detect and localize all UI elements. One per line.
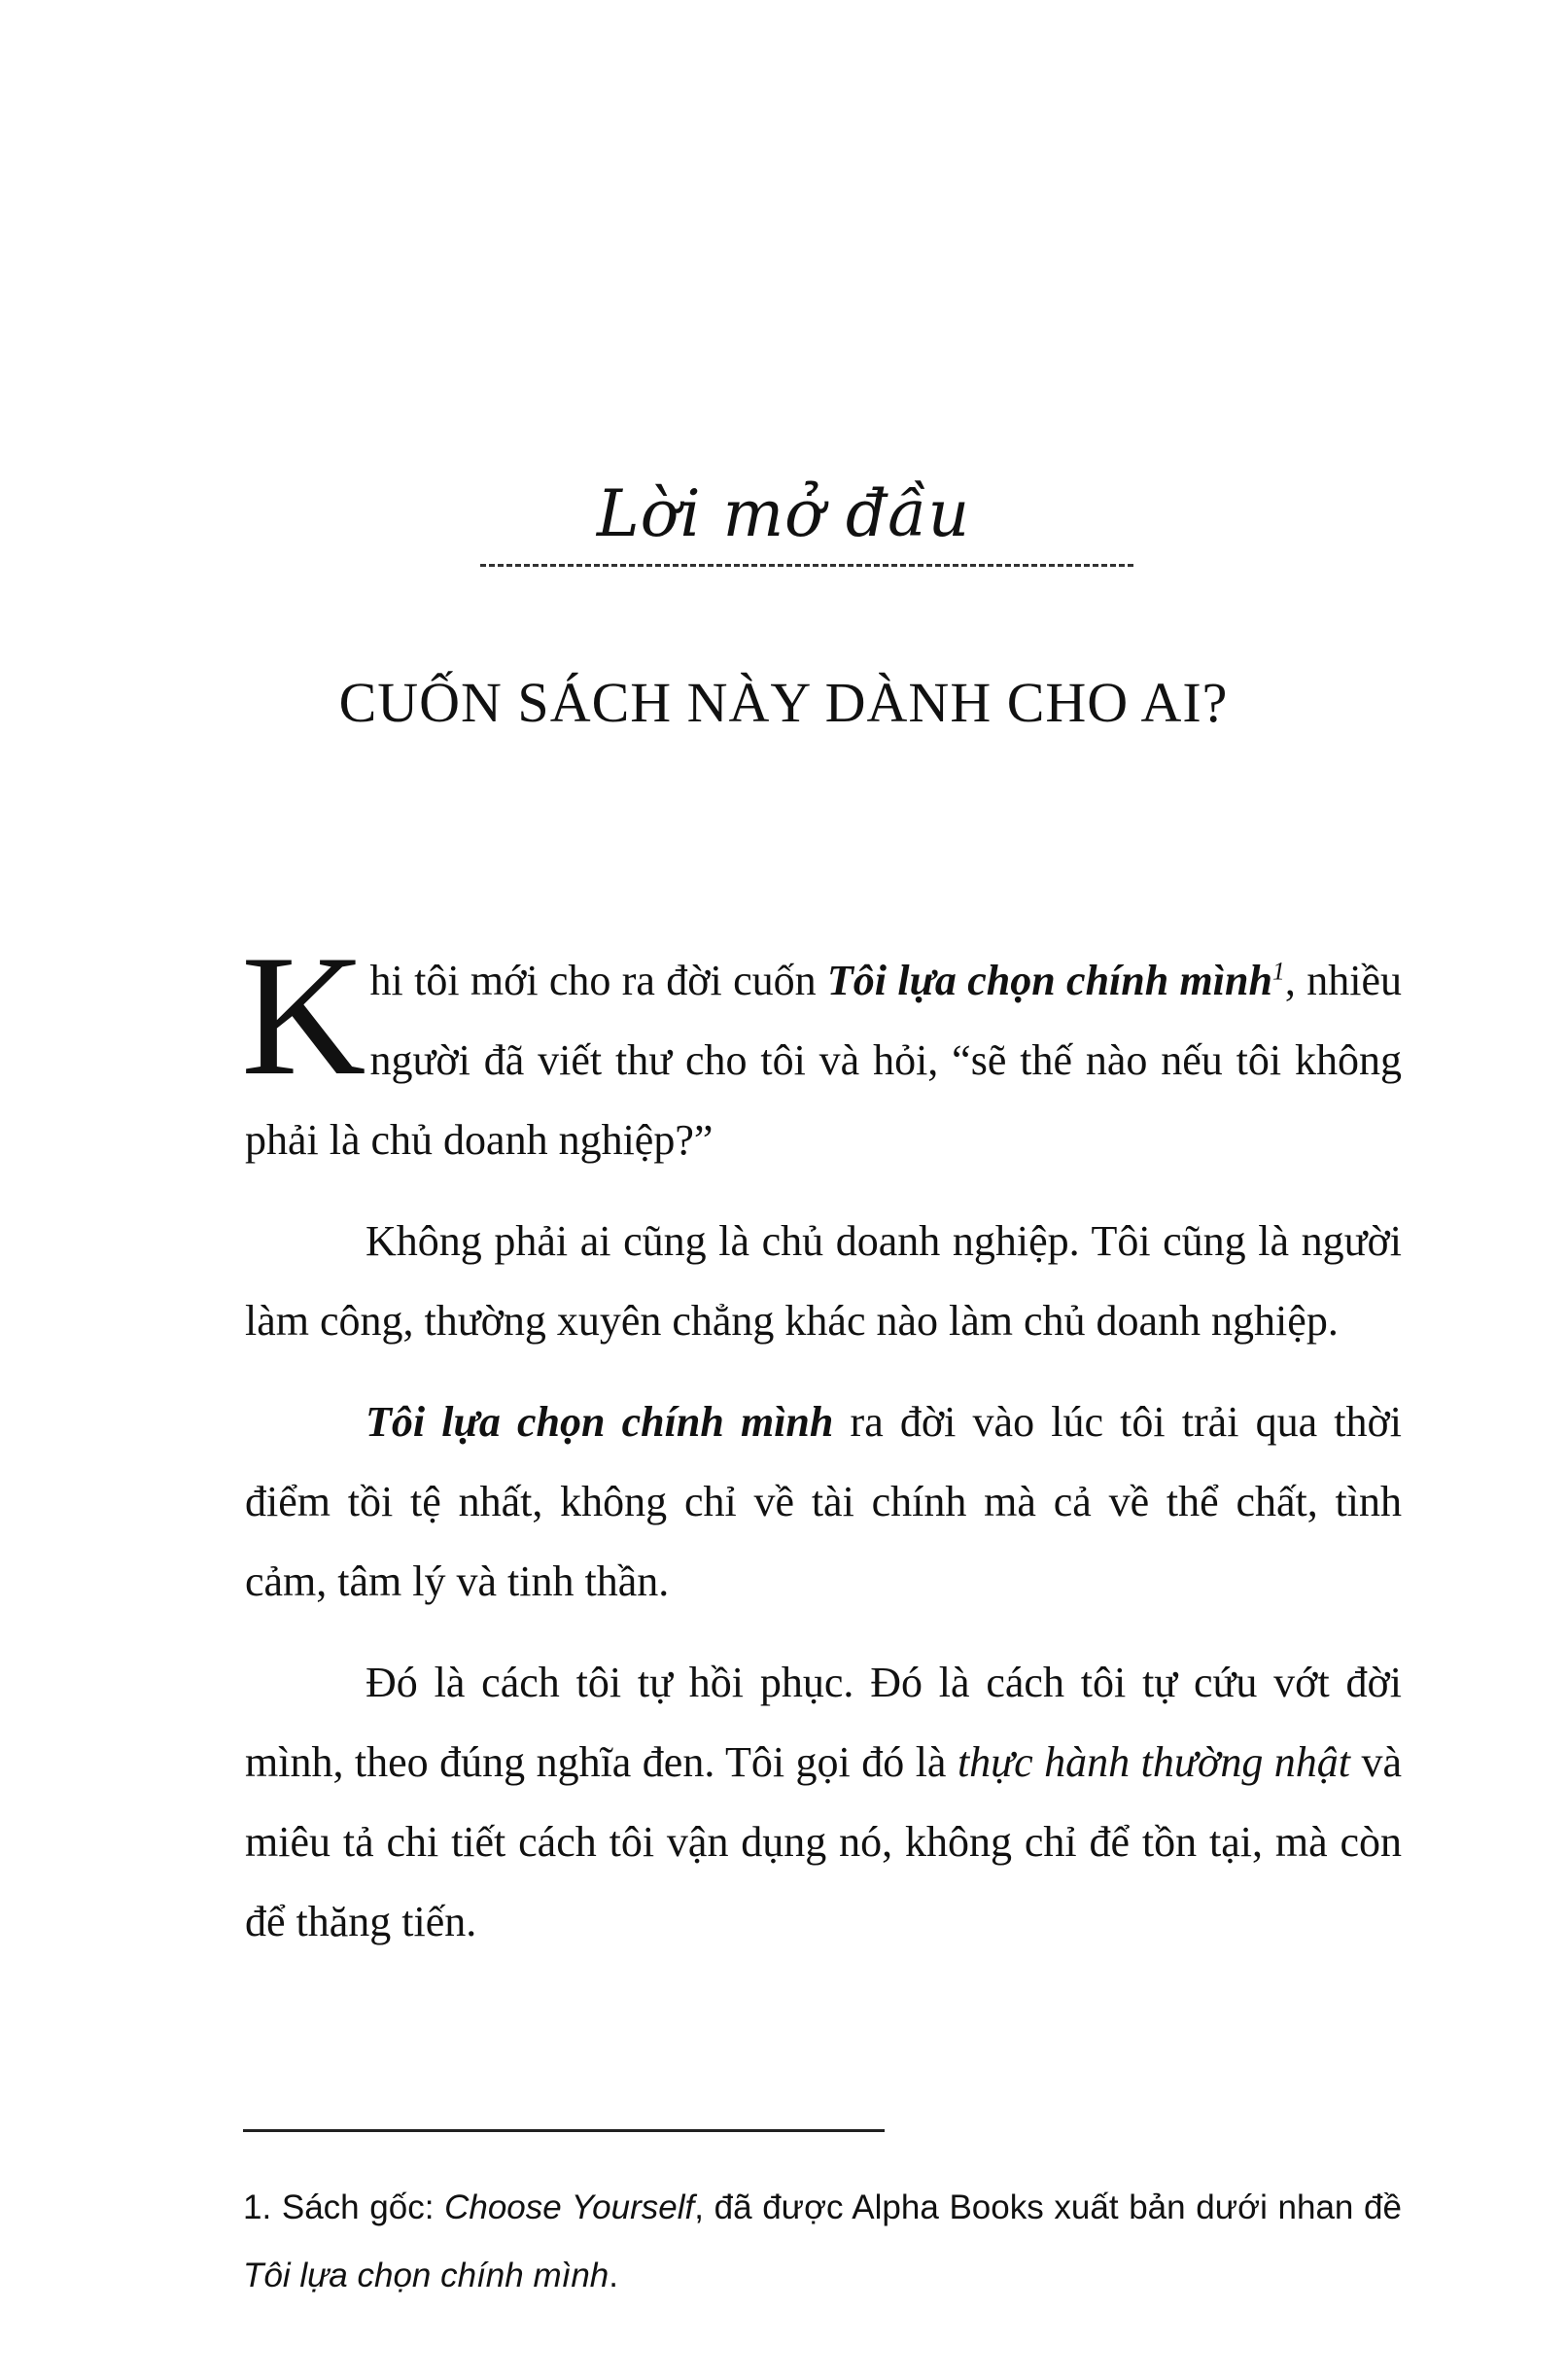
p3-text: ra đời vào lúc tôi trải qua thời điểm tồi tệ nhất, không chỉ về tài chính mà cả về thể chất, tình cảm, tâm lý và tinh thần.: [245, 1398, 1402, 1605]
footnote-marker: 1: [1271, 957, 1285, 986]
footnote-rule: [243, 2129, 885, 2132]
dashed-divider: [480, 564, 1133, 567]
section-label: Lời mở đầu: [596, 476, 971, 551]
paragraph-2: Không phải ai cũng là chủ doanh nghiệp. Tôi cũng là người làm công, thường xuyên chẳng khác nào làm chủ doanh nghiệp.: [245, 1217, 1402, 1345]
p4-text-a: Đó là cách tôi tự hồi phục. Đó là cách tôi tự cứu vớt đời mình, theo đúng nghĩa đen. Tôi gọi đó là: [245, 1659, 1402, 1786]
p1-text-a: hi tôi mới cho ra đời cuốn: [369, 957, 827, 1004]
footnote-original-title: Choose Yourself: [444, 2188, 695, 2226]
p4-text-b: và miêu tả chi tiết cách tôi vận dụng nó, không chỉ để tồn tại, mà còn để thăng tiến.: [245, 1738, 1403, 1945]
footnote-text-c: .: [609, 2257, 619, 2294]
drop-cap: K: [241, 919, 366, 1111]
footnote: [243, 2174, 1402, 2310]
footnote-vn-title: Tôi lựa chọn chính mình: [243, 2257, 609, 2294]
p1-book-title: Tôi lựa chọn chính mình: [826, 957, 1272, 1004]
paragraph-3: [245, 1382, 1402, 1622]
p3-book-title: Tôi lựa chọn chính mình: [366, 1398, 834, 1446]
paragraph-1: [241, 919, 1402, 1180]
body-text: [241, 919, 1403, 1983]
footnote-text-a: 1. Sách gốc:: [243, 2188, 445, 2226]
p1-text-b: , nhiều người đã viết thư cho tôi và hỏi, “sẽ thế nào nếu tôi không phải là chủ doanh nghiệp?”: [245, 957, 1402, 1164]
p4-term: thực hành thường nhật: [957, 1738, 1351, 1786]
paragraph-4: [245, 1643, 1402, 1962]
chapter-title: CUỐN SÁCH NÀY DÀNH CHO AI?: [338, 670, 1229, 734]
footnote-text-b: , đã được Alpha Books xuất bản dưới nhan đề: [694, 2188, 1402, 2226]
